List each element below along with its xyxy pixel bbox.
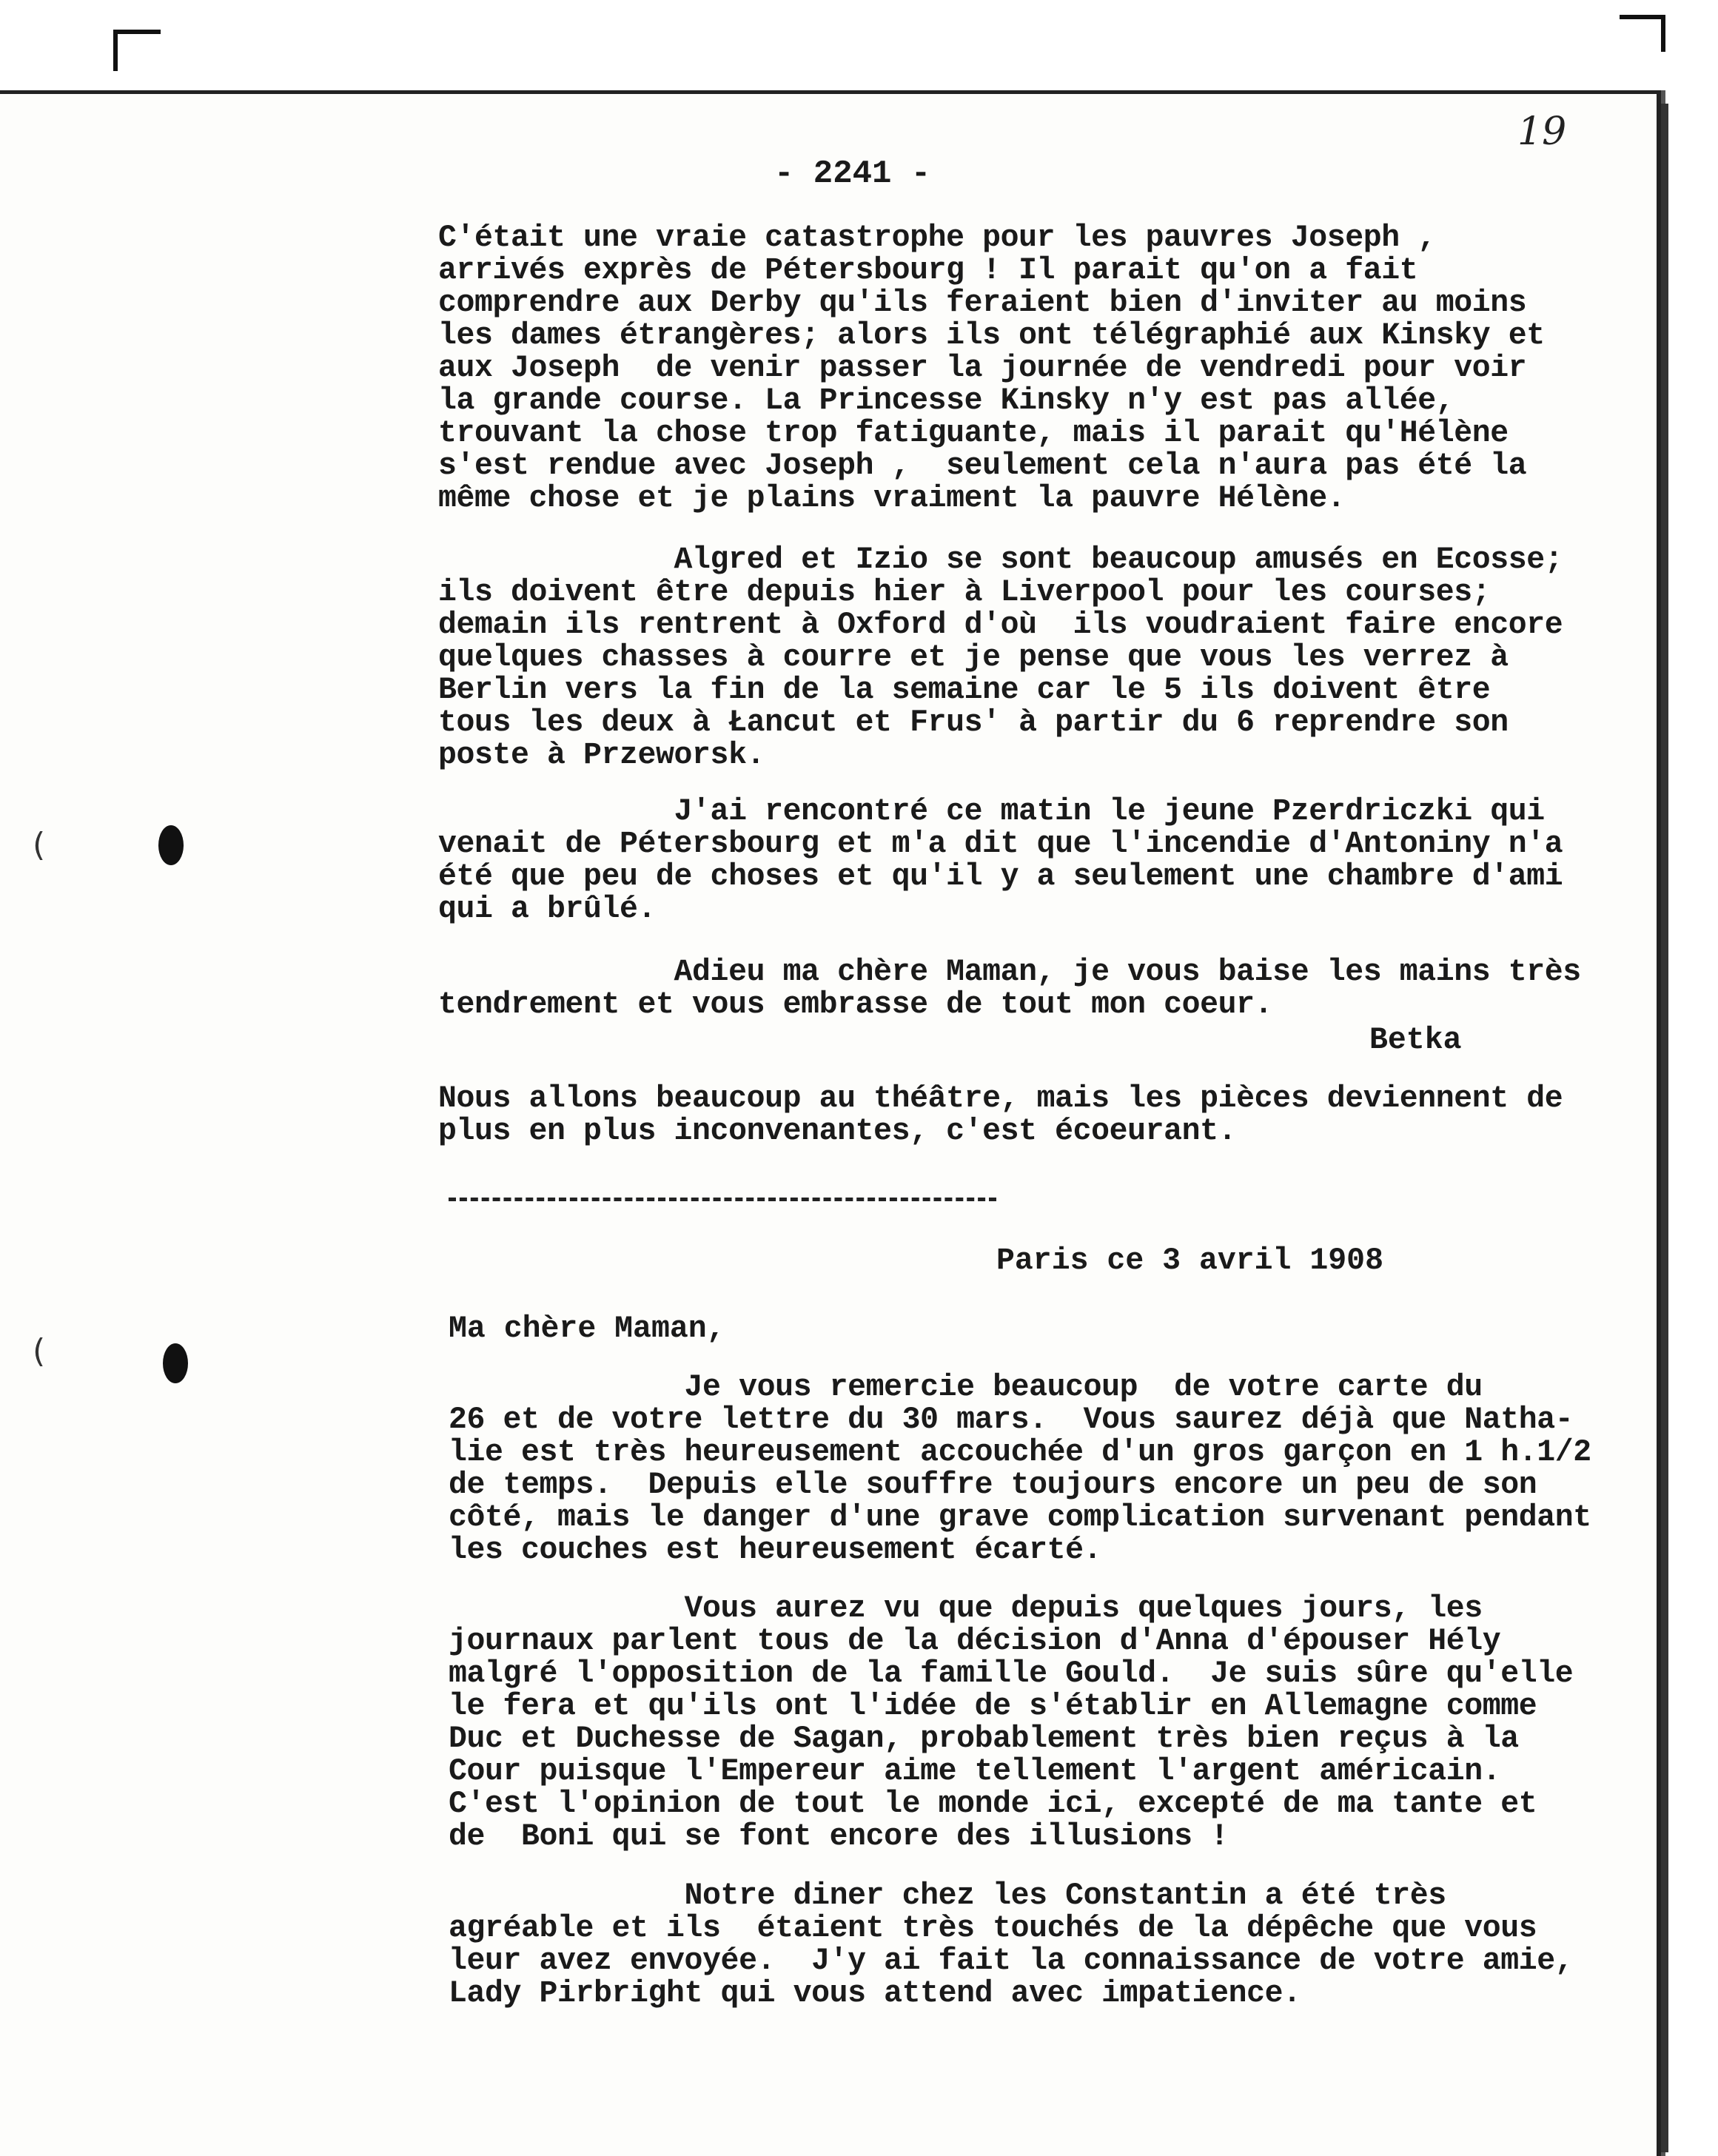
text-line: C'était une vraie catastrophe pour les pauvres Joseph , (438, 221, 1436, 255)
text-line: Cour puisque l'Empereur aime tellement l'argent américain. (449, 1754, 1501, 1789)
text-line: malgré l'opposition de la famille Gould. Je suis sûre qu'elle (449, 1656, 1574, 1691)
letter2-paragraph-1 (449, 1371, 1591, 1567)
text-line: Duc et Duchesse de Sagan, probablement très bien reçus à la (449, 1722, 1519, 1756)
page-edge-shadow (1661, 104, 1668, 2152)
crop-mark-top-right (1620, 15, 1665, 52)
text-line: même chose et je plains vraiment la pauvre Hélène. (438, 481, 1346, 516)
text-line: comprendre aux Derby qu'ils feraient bien d'inviter au moins (438, 286, 1527, 320)
text-line: plus en plus inconvenantes, c'est écoeurant. (438, 1114, 1237, 1149)
text-line: leur avez envoyée. J'y ai fait la connaissance de votre amie, (449, 1944, 1574, 1978)
text-line: poste à Przeworsk. (438, 738, 765, 773)
text-line: la grande course. La Princesse Kinsky n'y est pas allée, (438, 383, 1454, 418)
postscript (438, 1083, 1563, 1148)
letter1-paragraph-1 (438, 222, 1545, 515)
text-line: Vous aurez vu que depuis quelques jours, les (449, 1591, 1483, 1626)
text-line: 26 et de votre lettre du 30 mars. Vous saurez déjà que Natha- (449, 1403, 1574, 1437)
text-line: les couches est heureusement écarté. (449, 1533, 1102, 1568)
text-line: C'est l'opinion de tout le monde ici, excepté de ma tante et (449, 1787, 1537, 1821)
text-line: trouvant la chose trop fatiguante, mais il parait qu'Hélène (438, 416, 1509, 451)
text-line: Notre diner chez les Constantin a été très (449, 1878, 1446, 1913)
text-line: lie est très heureusement accouchée d'un gros garçon en 1 h.1/2 (449, 1435, 1591, 1470)
page-number: - 2241 - (774, 155, 931, 192)
text-line: Algred et Izio se sont beaucoup amusés en Ecosse; (438, 543, 1563, 577)
letter2-paragraph-3 (449, 1880, 1573, 2010)
text-line: s'est rendue avec Joseph , seulement cela n'aura pas été la (438, 449, 1527, 483)
text-line: Lady Pirbright qui vous attend avec impatience. (449, 1976, 1301, 2011)
letter-separator (449, 1198, 996, 1201)
salutation: Ma chère Maman, (449, 1312, 725, 1346)
letter1-paragraph-3 (438, 796, 1563, 926)
text-line: les dames étrangères; alors ils ont télégraphié aux Kinsky et (438, 318, 1545, 353)
text-line: de Boni qui se font encore des illusions ! (449, 1819, 1229, 1854)
signature: Betka (1369, 1023, 1462, 1058)
punch-hole-lower (163, 1343, 188, 1383)
text-line: été que peu de choses et qu'il y a seulement une chambre d'ami (438, 859, 1563, 894)
letter1-paragraph-2 (438, 544, 1563, 772)
letter2-paragraph-2 (449, 1593, 1573, 1853)
text-line: de temps. Depuis elle souffre toujours encore un peu de son (449, 1468, 1537, 1502)
text-line: agréable et ils étaient très touchés de la dépêche que vous (449, 1911, 1537, 1946)
text-line: quelques chasses à courre et je pense que vous les verrez à (438, 640, 1509, 675)
text-line: côté, mais le danger d'une grave complication survenant pendant (449, 1500, 1591, 1535)
folio-number: 19 (1517, 110, 1567, 154)
text-line: Nous allons beaucoup au théâtre, mais les pièces deviennent de (438, 1081, 1563, 1116)
text-line: demain ils rentrent à Oxford d'où ils voudraient faire encore (438, 608, 1563, 642)
letter-date: Paris ce 3 avril 1908 (996, 1243, 1383, 1278)
text-line: journaux parlent tous de la décision d'Anna d'épouser Hély (449, 1624, 1501, 1659)
text-line: aux Joseph de venir passer la journée de vendredi pour voir (438, 351, 1527, 386)
punch-hole-upper (158, 825, 184, 865)
text-line: Je vous remercie beaucoup de votre carte du (449, 1370, 1483, 1405)
punch-hole-mark-upper: ( (33, 826, 46, 864)
letter1-paragraph-4 (438, 956, 1581, 1021)
text-line: le fera et qu'ils ont l'idée de s'établir en Allemagne comme (449, 1689, 1537, 1724)
text-line: tendrement et vous embrasse de tout mon coeur. (438, 987, 1273, 1022)
text-line: Adieu ma chère Maman, je vous baise les mains très (438, 955, 1581, 990)
text-line: arrivés exprès de Pétersbourg ! Il parait qu'on a fait (438, 253, 1418, 288)
text-line: venait de Pétersbourg et m'a dit que l'incendie d'Antoniny n'a (438, 827, 1563, 862)
text-line: J'ai rencontré ce matin le jeune Pzerdriczki qui (438, 794, 1545, 829)
punch-hole-mark-lower: ( (33, 1332, 46, 1370)
text-line: tous les deux à Łancut et Frus' à partir du 6 reprendre son (438, 705, 1509, 740)
text-line: qui a brûlé. (438, 892, 657, 927)
text-line: ils doivent être depuis hier à Liverpool pour les courses; (438, 575, 1491, 610)
crop-mark-top-left (113, 30, 161, 71)
text-line: Berlin vers la fin de la semaine car le 5 ils doivent être (438, 673, 1491, 708)
